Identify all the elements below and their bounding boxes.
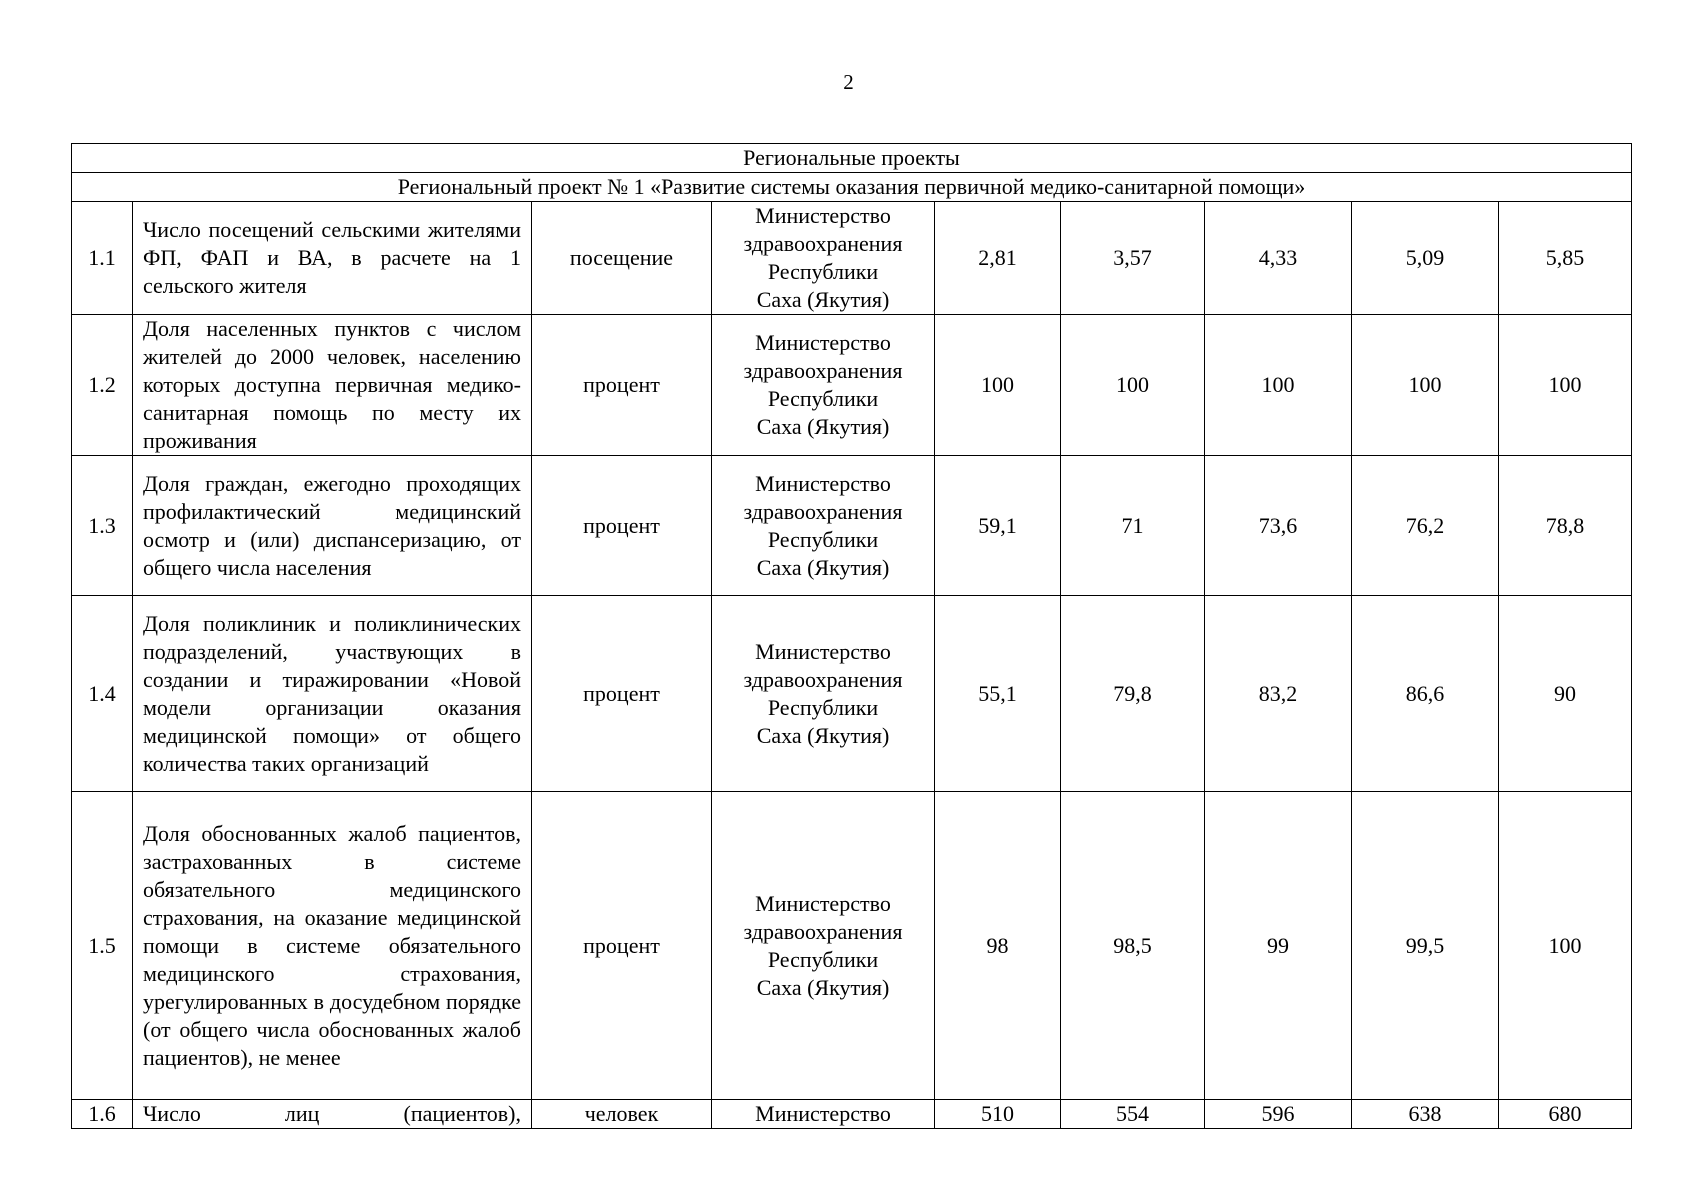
row-number: 1.5 — [72, 792, 133, 1100]
value-3: 73,6 — [1205, 456, 1352, 596]
value-1: 59,1 — [935, 456, 1061, 596]
row-number: 1.3 — [72, 456, 133, 596]
table-row — [72, 456, 1632, 596]
table-row — [72, 596, 1632, 792]
row-number: 1.4 — [72, 596, 133, 792]
unit-cell: процент — [532, 315, 712, 456]
value-5: 100 — [1499, 792, 1632, 1100]
value-5: 78,8 — [1499, 456, 1632, 596]
value-4: 638 — [1352, 1100, 1499, 1129]
value-1: 98 — [935, 792, 1061, 1100]
project-title: Региональный проект № 1 «Развитие системы оказания первичной медико-санитарной помощи» — [72, 173, 1632, 202]
value-4: 99,5 — [1352, 792, 1499, 1100]
row-number: 1.1 — [72, 202, 133, 315]
value-4: 100 — [1352, 315, 1499, 456]
responsible-org: Министерство — [712, 1100, 935, 1129]
responsible-org: Министерство здравоохранения Республики Саха (Якутия) — [712, 596, 935, 792]
unit-cell: посещение — [532, 202, 712, 315]
value-2: 3,57 — [1061, 202, 1205, 315]
value-1: 55,1 — [935, 596, 1061, 792]
row-number: 1.6 — [72, 1100, 133, 1129]
value-4: 86,6 — [1352, 596, 1499, 792]
value-2: 98,5 — [1061, 792, 1205, 1100]
value-2: 79,8 — [1061, 596, 1205, 792]
value-4: 76,2 — [1352, 456, 1499, 596]
responsible-org: Министерство здравоохранения Республики Саха (Якутия) — [712, 792, 935, 1100]
responsible-org: Министерство здравоохранения Республики Саха (Якутия) — [712, 202, 935, 315]
value-2: 71 — [1061, 456, 1205, 596]
indicator-name: Доля населенных пунктов с числом жителей до 2000 человек, населению которых доступна первичная медико-санитарная помощь по месту их проживания — [133, 315, 532, 456]
table-row — [72, 792, 1632, 1100]
section-title: Региональные проекты — [72, 144, 1632, 173]
project-header-row — [72, 173, 1632, 202]
responsible-org: Министерство здравоохранения Республики Саха (Якутия) — [712, 456, 935, 596]
value-3: 4,33 — [1205, 202, 1352, 315]
unit-cell: процент — [532, 792, 712, 1100]
unit-cell: процент — [532, 456, 712, 596]
value-4: 5,09 — [1352, 202, 1499, 315]
value-3: 100 — [1205, 315, 1352, 456]
section-header-row — [72, 144, 1632, 173]
value-1: 2,81 — [935, 202, 1061, 315]
unit-cell: человек — [532, 1100, 712, 1129]
table-row — [72, 315, 1632, 456]
table-row — [72, 1100, 1632, 1129]
value-5: 680 — [1499, 1100, 1632, 1129]
indicator-name: Доля граждан, ежегодно проходящих профилактический медицинский осмотр и (или) диспансеризацию, от общего числа населения — [133, 456, 532, 596]
table-row — [72, 202, 1632, 315]
value-1: 100 — [935, 315, 1061, 456]
value-2: 100 — [1061, 315, 1205, 456]
value-3: 99 — [1205, 792, 1352, 1100]
value-5: 5,85 — [1499, 202, 1632, 315]
indicator-name: Доля обоснованных жалоб пациентов, застрахованных в системе обязательного медицинского страхования, на оказание медицинской помощи в системе обязательного медицинского страхования, урегулированных в досудебном порядке (от общего числа обоснованных жалоб пациентов), не менее — [133, 792, 532, 1100]
page-number: 2 — [843, 70, 854, 94]
unit-cell: процент — [532, 596, 712, 792]
value-3: 596 — [1205, 1100, 1352, 1129]
value-5: 100 — [1499, 315, 1632, 456]
indicator-name: Доля поликлиник и поликлинических подразделений, участвующих в создании и тиражировании «Новой модели организации оказания медицинской помощи» от общего количества таких организаций — [133, 596, 532, 792]
responsible-org: Министерство здравоохранения Республики Саха (Якутия) — [712, 315, 935, 456]
value-2: 554 — [1061, 1100, 1205, 1129]
row-number: 1.2 — [72, 315, 133, 456]
value-5: 90 — [1499, 596, 1632, 792]
indicator-name: Число лиц (пациентов), — [133, 1100, 532, 1129]
value-3: 83,2 — [1205, 596, 1352, 792]
indicators-table — [71, 143, 1632, 1129]
value-1: 510 — [935, 1100, 1061, 1129]
indicator-name: Число посещений сельскими жителями ФП, ФАП и ВА, в расчете на 1 сельского жителя — [133, 202, 532, 315]
